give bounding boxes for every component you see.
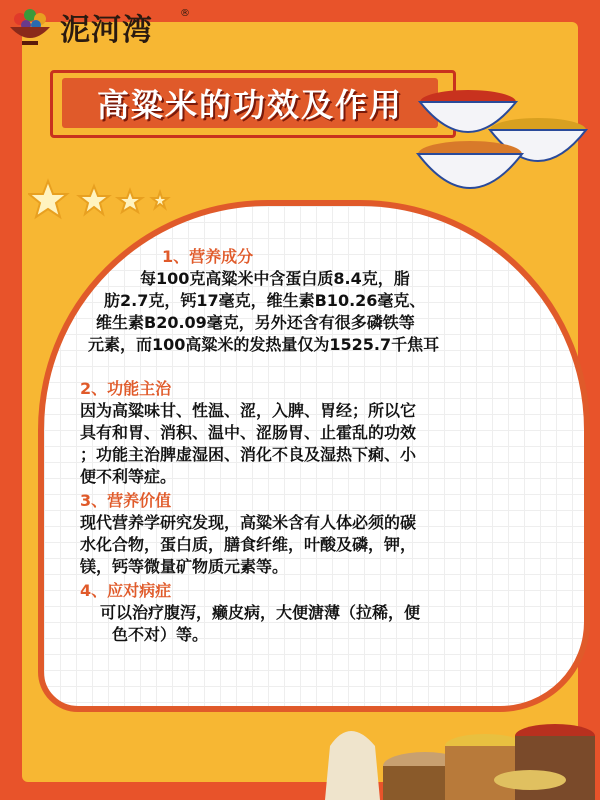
section-line: 因为高粱味甘、性温、涩，入脾、胃经；所以它: [80, 401, 417, 420]
brand-logo: [6, 4, 153, 50]
section-line: 维生素B20.09毫克，另外还含有很多磷铁等: [96, 313, 415, 332]
section-heading: 2、功能主治: [80, 379, 172, 398]
section-heading: 1、营养成分: [162, 247, 254, 266]
section-line: 可以治疗腹泻，癞皮病，大便溏薄（拉稀，便: [100, 603, 421, 622]
grain-sacks-icon: [320, 706, 600, 800]
section-line: 肪2.7克，钙17毫克，维生素B10.26毫克、: [104, 291, 426, 310]
section-line: 每100克高粱米中含蛋白质8.4克，脂: [140, 269, 410, 288]
grain-bowl-logo-icon: [6, 7, 54, 47]
title-box: [62, 78, 438, 128]
section-line: 元素，而100高粱米的发热量仅为1525.7千焦耳: [88, 335, 440, 354]
page-title: 高粱米的功效及作用: [96, 86, 403, 124]
grain-bowls-icon: [408, 82, 598, 222]
section-line: 现代营养学研究发现，高粱米含有人体必须的碳: [80, 513, 417, 532]
brand-name: 泥河湾: [60, 13, 153, 48]
section-line: 便不利等症。: [80, 467, 177, 486]
section-heading: 4、应对病症: [80, 581, 172, 600]
registered-mark: ®: [180, 8, 190, 19]
stars-decoration-icon: [28, 176, 178, 226]
section-line: 镁，钙等微量矿物质元素等。: [80, 557, 289, 576]
section-line: ；功能主治脾虚湿困、消化不良及湿热下痢、小: [80, 445, 417, 464]
section-line: 具有和胃、消积、温中、涩肠胃、止霍乱的功效: [80, 423, 417, 442]
section-heading: 3、营养价值: [80, 491, 172, 510]
section-line: 色不对）等。: [112, 625, 209, 644]
content-card: [38, 200, 590, 712]
section-line: 水化合物，蛋白质，膳食纤维，叶酸及磷，钾，: [80, 535, 417, 554]
